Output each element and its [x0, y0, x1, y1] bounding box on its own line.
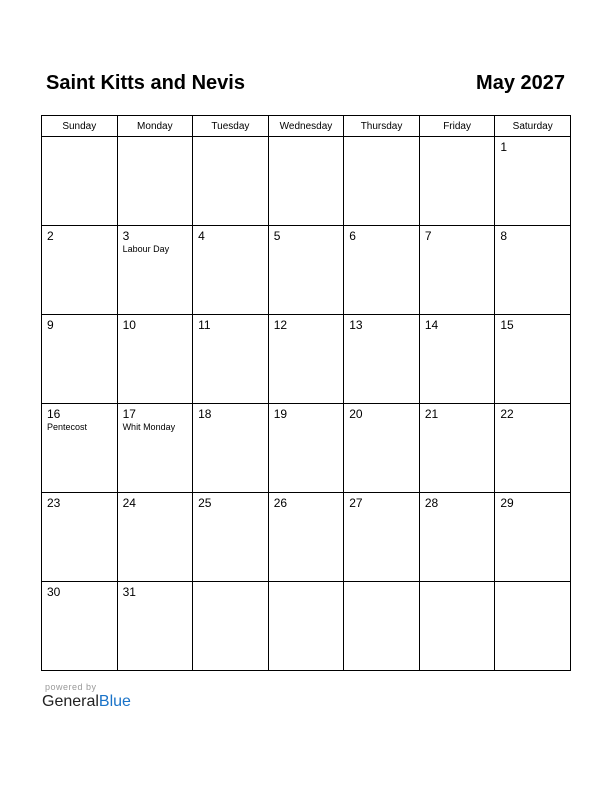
powered-by-text: powered by — [45, 682, 97, 692]
day-number: 23 — [47, 496, 61, 510]
day-number: 17 — [122, 407, 136, 421]
calendar-week-row — [42, 582, 571, 671]
calendar-day-cell — [117, 493, 193, 582]
calendar-day-cell — [193, 226, 269, 315]
day-number: 27 — [349, 496, 363, 510]
day-number: 5 — [273, 229, 281, 243]
weekday-header: Saturday — [495, 116, 571, 137]
calendar-day-cell — [495, 226, 571, 315]
calendar-day-cell — [117, 404, 193, 493]
calendar-grid — [41, 115, 571, 671]
calendar-day-cell — [42, 226, 118, 315]
calendar-day-cell — [344, 315, 420, 404]
calendar-day-cell — [495, 493, 571, 582]
generalblue-logo[interactable] — [42, 693, 131, 711]
calendar-day-cell — [419, 226, 495, 315]
day-number: 24 — [122, 496, 136, 510]
calendar-day-cell — [419, 315, 495, 404]
weekday-header-row — [42, 116, 571, 137]
calendar-day-cell — [42, 137, 118, 226]
day-number: 11 — [198, 318, 211, 332]
day-number: 21 — [424, 407, 439, 421]
calendar-day-cell — [117, 226, 193, 315]
day-number: 10 — [122, 318, 136, 332]
day-number: 3 — [122, 229, 130, 243]
calendar-week-row — [42, 315, 571, 404]
calendar-day-cell — [193, 404, 269, 493]
calendar-day-cell — [344, 493, 420, 582]
logo-general-text: General — [42, 693, 99, 710]
holiday-label: Labour Day — [122, 244, 170, 254]
day-number: 25 — [198, 496, 212, 510]
holiday-label: Whit Monday — [122, 422, 176, 432]
day-number: 28 — [424, 496, 439, 510]
weekday-header: Sunday — [42, 116, 118, 137]
generalblue-branding — [42, 682, 131, 711]
calendar-day-cell — [193, 493, 269, 582]
calendar-day-cell — [193, 137, 269, 226]
weekday-header: Wednesday — [268, 116, 344, 137]
day-number: 29 — [500, 496, 514, 510]
calendar-day-cell — [268, 582, 344, 671]
calendar-day-cell — [42, 582, 118, 671]
calendar-month-title: May 2027 — [476, 72, 565, 94]
calendar-day-cell — [344, 582, 420, 671]
day-number: 13 — [349, 318, 363, 332]
day-number: 15 — [500, 318, 514, 332]
day-number: 20 — [349, 407, 363, 421]
day-number: 8 — [500, 229, 508, 243]
weekday-header: Friday — [419, 116, 495, 137]
weekday-header: Tuesday — [193, 116, 269, 137]
day-number: 30 — [47, 585, 61, 599]
calendar-day-cell — [344, 404, 420, 493]
calendar-day-cell — [117, 315, 193, 404]
calendar-day-cell — [344, 226, 420, 315]
calendar-week-row — [42, 137, 571, 226]
calendar-day-cell — [495, 404, 571, 493]
calendar-day-cell — [268, 493, 344, 582]
calendar-day-cell — [42, 404, 118, 493]
day-number: 2 — [47, 229, 54, 243]
day-number: 6 — [349, 229, 356, 243]
day-number: 12 — [273, 318, 288, 332]
day-number: 7 — [424, 229, 432, 243]
day-number: 9 — [47, 318, 54, 332]
calendar-day-cell — [495, 582, 571, 671]
day-number: 14 — [424, 318, 439, 332]
calendar-day-cell — [193, 582, 269, 671]
day-number: 26 — [273, 496, 288, 510]
day-number: 31 — [122, 585, 136, 599]
logo-blue-text: Blue — [98, 693, 131, 710]
calendar-day-cell — [268, 404, 344, 493]
calendar-body — [42, 137, 571, 671]
calendar-week-row — [42, 404, 571, 493]
calendar-day-cell — [268, 137, 344, 226]
holiday-label: Pentecost — [47, 422, 88, 432]
weekday-header: Monday — [117, 116, 193, 137]
day-number: 22 — [500, 407, 514, 421]
calendar-day-cell — [42, 315, 118, 404]
day-number: 16 — [47, 407, 61, 421]
calendar-day-cell — [419, 404, 495, 493]
calendar-day-cell — [117, 137, 193, 226]
day-number: 4 — [198, 229, 205, 243]
calendar-day-cell — [344, 137, 420, 226]
calendar-day-cell — [495, 137, 571, 226]
calendar-country-title: Saint Kitts and Nevis — [46, 72, 245, 94]
calendar-day-cell — [419, 137, 495, 226]
calendar-day-cell — [419, 582, 495, 671]
calendar-day-cell — [268, 315, 344, 404]
calendar-week-row — [42, 226, 571, 315]
calendar-day-cell — [419, 493, 495, 582]
calendar-day-cell — [42, 493, 118, 582]
calendar-day-cell — [495, 315, 571, 404]
day-number: 18 — [198, 407, 212, 421]
calendar-day-cell — [193, 315, 269, 404]
weekday-header: Thursday — [344, 116, 420, 137]
day-number: 19 — [273, 407, 288, 421]
calendar-day-cell — [117, 582, 193, 671]
calendar-day-cell — [268, 226, 344, 315]
calendar-week-row — [42, 493, 571, 582]
day-number: 1 — [500, 140, 508, 154]
